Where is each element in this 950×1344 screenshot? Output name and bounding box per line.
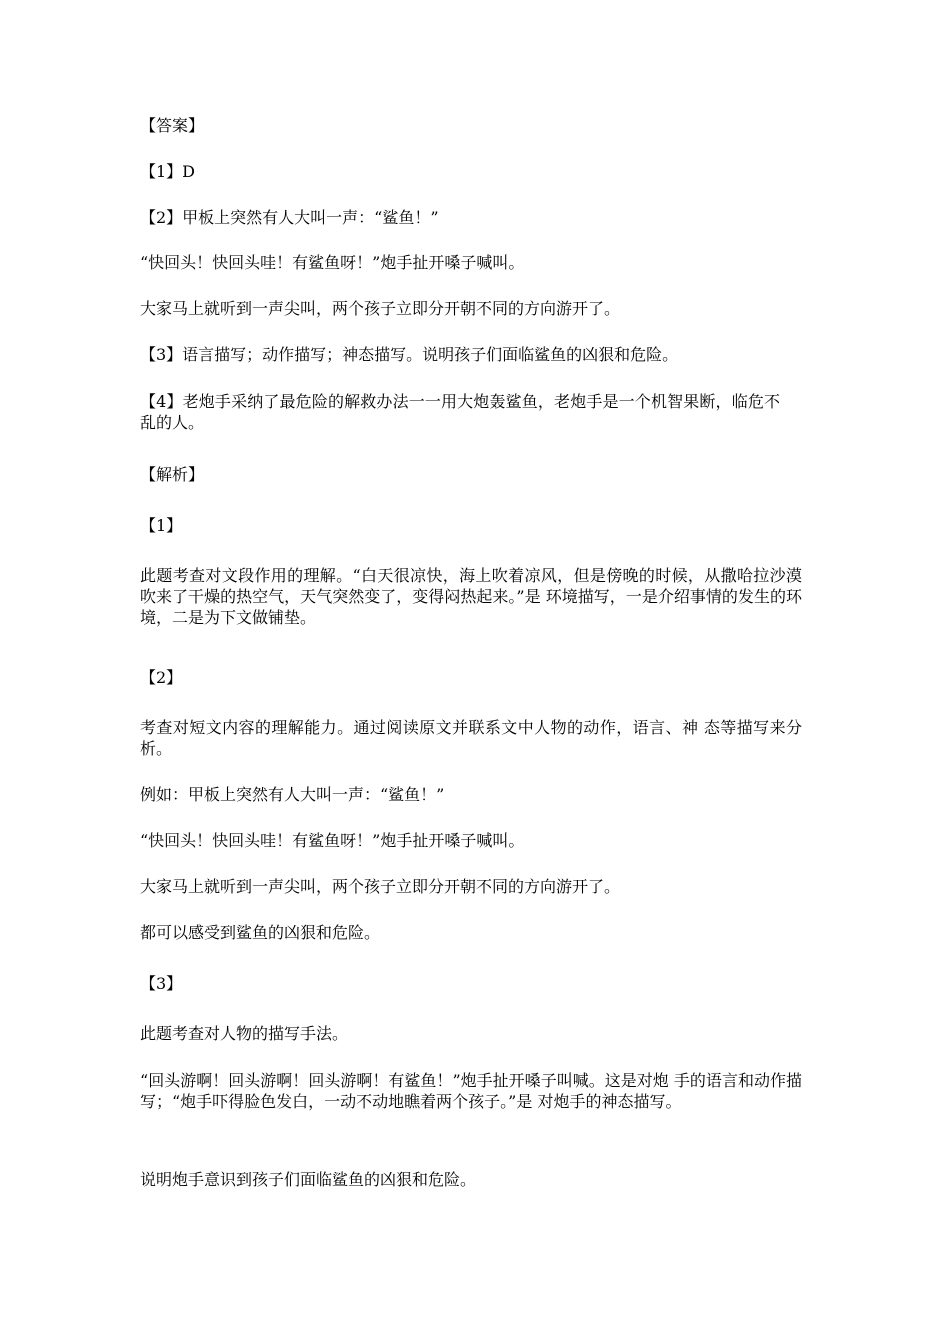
- analysis-3-conclusion: 说明炮手意识到孩子们面临鲨鱼的凶狠和危险。: [140, 1170, 477, 1189]
- answer-2-line-2: “快回头！快回头哇！有鲨鱼呀！”炮手扯开嗓子喊叫。: [140, 253, 525, 272]
- analysis-2-example-3: 大家马上就听到一声尖叫，两个孩子立即分开朝不同的方向游开了。: [140, 877, 621, 896]
- analysis-2-example-2: “快回头！快回头哇！有鲨鱼呀！”炮手扯开嗓子喊叫。: [140, 831, 525, 850]
- analysis-3-label: 【3】: [140, 974, 183, 993]
- analysis-heading: 【解析】: [140, 465, 205, 484]
- analysis-1-text: 此题考查对文段作用的理解。“白天很凉快，海上吹着凉风，但是傍晚的时候，从撒哈拉沙漠吹来了干燥的热空气，天气突然变了，变得闷热起来。”是 环境描写，一是介绍事情的发生的环境，二是为下文做铺垫。: [140, 566, 802, 627]
- analysis-2-text: 考查对短文内容的理解能力。通过阅读原文并联系文中人物的动作，语言、神 态等描写来分析。: [140, 718, 802, 758]
- answer-4: 【4】老炮手采纳了最危险的解救办法一一用大炮轰鲨鱼，老炮手是一个机智果断，临危不乱的人。: [140, 392, 780, 432]
- answer-heading: 【答案】: [140, 116, 205, 135]
- analysis-2-label: 【2】: [140, 668, 183, 687]
- document-page: [140, 0, 805, 1344]
- analysis-1-label: 【1】: [140, 516, 183, 535]
- analysis-2-example-1: 例如：甲板上突然有人大叫一声：“鲨鱼！”: [140, 785, 445, 804]
- answer-1: 【1】D: [140, 162, 196, 181]
- answer-2-line-1: 【2】甲板上突然有人大叫一声：“鲨鱼！”: [140, 208, 439, 227]
- analysis-3-intro: 此题考查对人物的描写手法。: [140, 1024, 349, 1043]
- answer-2-line-3: 大家马上就听到一声尖叫，两个孩子立即分开朝不同的方向游开了。: [140, 299, 621, 318]
- answer-3: 【3】语言描写；动作描写；神态描写。说明孩子们面临鲨鱼的凶狠和危险。: [140, 345, 679, 364]
- analysis-2-summary: 都可以感受到鲨鱼的凶狠和危险。: [140, 923, 381, 942]
- analysis-3-text: “回头游啊！回头游啊！回头游啊！有鲨鱼！”炮手扯开嗓子叫喊。这是对炮 手的语言和动作描写；“炮手吓得脸色发白，一动不动地瞧着两个孩子。”是 对炮手的神态描写。: [140, 1071, 802, 1111]
